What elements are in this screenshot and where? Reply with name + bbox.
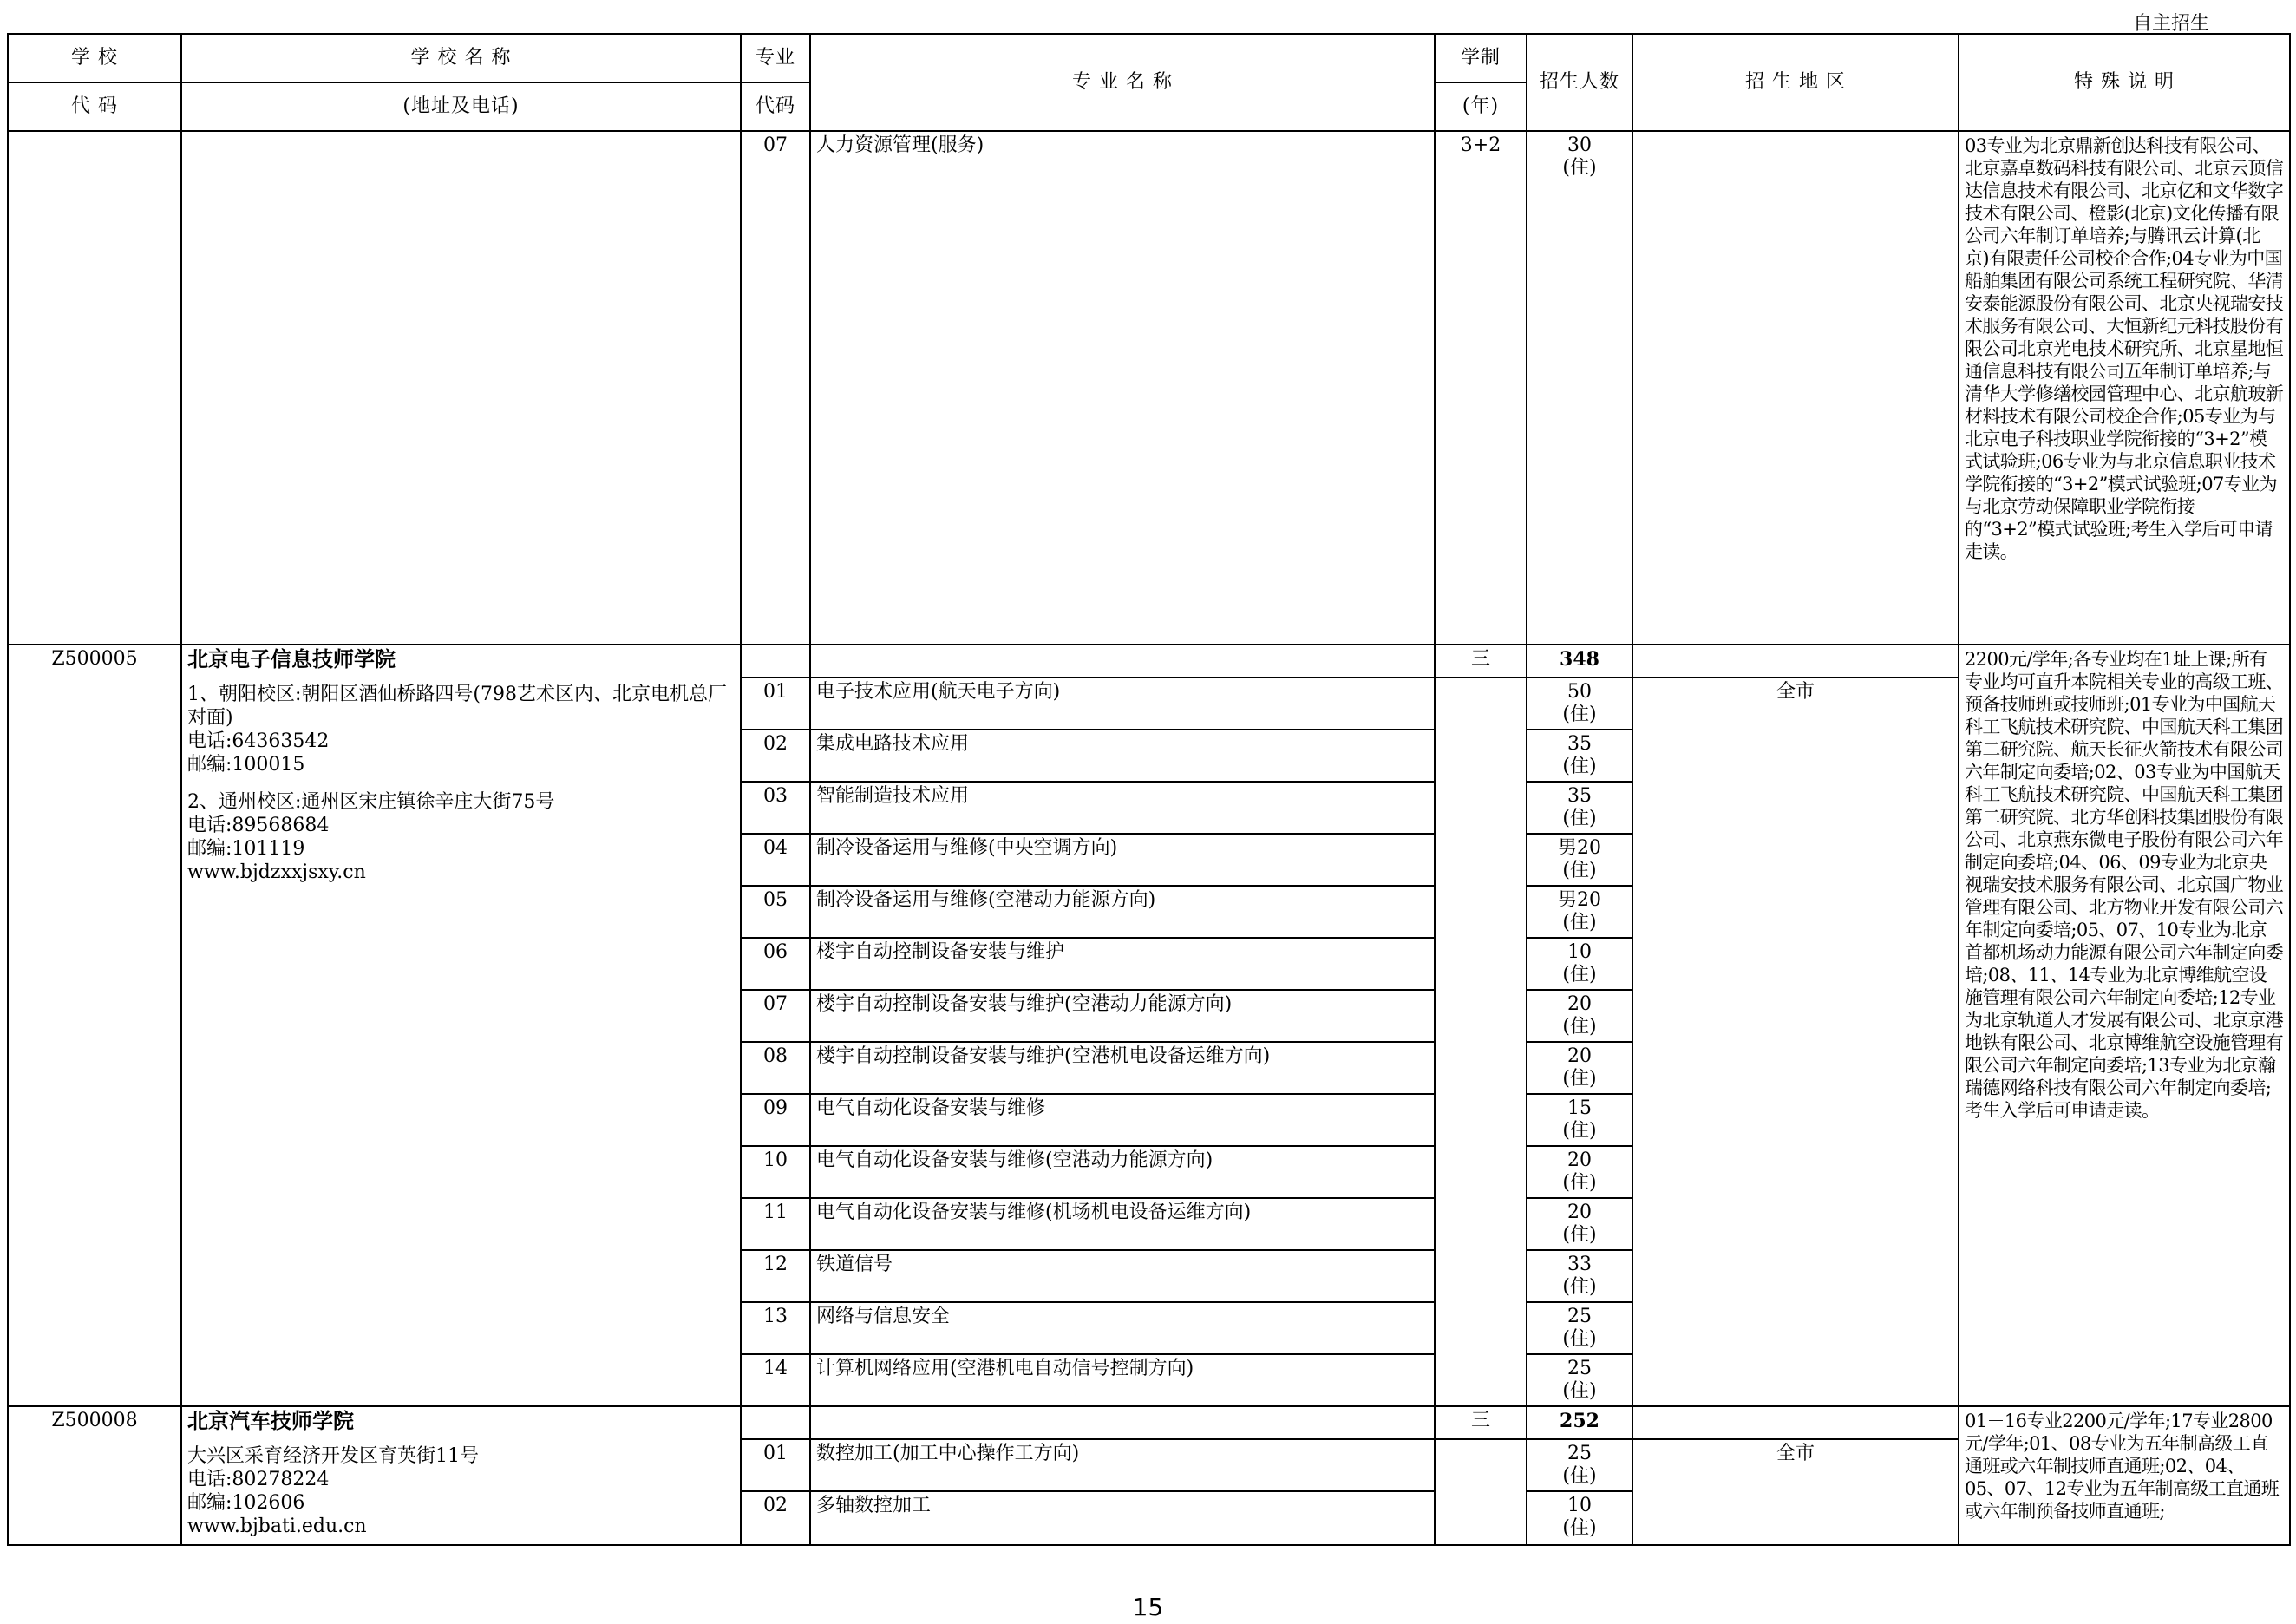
quota	[1527, 131, 1632, 645]
quota	[1527, 782, 1632, 834]
major-code: 01	[741, 678, 810, 730]
school-code-cell	[8, 131, 181, 645]
major-name: 制冷设备运用与维修(中央空调方向)	[810, 834, 1435, 886]
quota-value: 25	[1567, 1443, 1592, 1464]
total-enrollment: 348	[1527, 645, 1632, 678]
quota	[1527, 990, 1632, 1042]
admissions-table	[7, 33, 2291, 1546]
quota	[1527, 1094, 1632, 1146]
quota	[1527, 834, 1632, 886]
address: 大兴区采育经济开发区育英街11号	[187, 1445, 479, 1467]
quota	[1527, 1439, 1632, 1491]
quota-value: 男20	[1558, 837, 1601, 859]
postcode: 邮编:101119	[187, 838, 305, 860]
phone: 电话:80278224	[187, 1469, 330, 1490]
major-name: 数控加工(加工中心操作工方向)	[810, 1439, 1435, 1491]
quota-value: 30	[1567, 134, 1592, 156]
major-name: 电气自动化设备安装与维修(空港动力能源方向)	[810, 1146, 1435, 1198]
major-code: 06	[741, 938, 810, 990]
header-school-name-2: (地址及电话)	[181, 82, 741, 131]
years-cell	[1435, 1439, 1527, 1545]
major-name: 人力资源管理(服务)	[810, 131, 1435, 645]
header-major-code-2: 代码	[741, 82, 810, 131]
quota-value: 10	[1567, 941, 1592, 963]
quota-value: 25	[1567, 1306, 1592, 1327]
corner-tag: 自主招生	[2132, 13, 2209, 35]
major-name: 楼宇自动控制设备安装与维护(空港机电设备运维方向)	[810, 1042, 1435, 1094]
boarding-label: (住)	[1562, 1465, 1597, 1487]
major-code: 10	[741, 1146, 810, 1198]
phone: 电话:89568684	[187, 815, 330, 836]
quota-value: 20	[1567, 993, 1592, 1015]
quota-value: 20	[1567, 1149, 1592, 1171]
major-code: 09	[741, 1094, 810, 1146]
school-name: 北京汽车技师学院	[187, 1408, 354, 1433]
boarding-label: (住)	[1562, 1517, 1597, 1539]
major-code: 02	[741, 730, 810, 782]
postcode: 邮编:102606	[187, 1492, 305, 1514]
boarding-label: (住)	[1562, 756, 1597, 777]
quota-value: 35	[1567, 733, 1592, 755]
quota	[1527, 1146, 1632, 1198]
boarding-label: (住)	[1562, 1380, 1597, 1402]
major-code: 04	[741, 834, 810, 886]
header-region: 招 生 地 区	[1632, 34, 1959, 131]
quota	[1527, 1250, 1632, 1302]
website: www.bjdzxxjsxy.cn	[187, 861, 366, 883]
header-enrollment: 招生人数	[1527, 34, 1632, 131]
website: www.bjbati.edu.cn	[187, 1516, 367, 1537]
quota	[1527, 678, 1632, 730]
campus-address: 1、朝阳校区:朝阳区酒仙桥路四号(798艺术区内、北京电机总厂对面)	[187, 684, 727, 729]
years: 3+2	[1435, 131, 1527, 645]
phone: 电话:64363542	[187, 730, 330, 752]
major-name: 电气自动化设备安装与维修	[810, 1094, 1435, 1146]
school-summary-row	[8, 645, 2290, 678]
major-code-cell	[741, 1406, 810, 1439]
boarding-label: (住)	[1562, 1328, 1597, 1350]
enrollment-region: 全市	[1632, 678, 1959, 1406]
total-enrollment: 252	[1527, 1406, 1632, 1439]
enrollment-region: 全市	[1632, 1439, 1959, 1545]
quota-value: 10	[1567, 1495, 1592, 1516]
boarding-label: (住)	[1562, 1276, 1597, 1298]
quota-value: 男20	[1558, 889, 1601, 911]
quota-value: 33	[1567, 1254, 1592, 1275]
quota-value: 35	[1567, 785, 1592, 807]
quota-value: 20	[1567, 1045, 1592, 1067]
boarding-label: (住)	[1562, 808, 1597, 829]
quota-value: 15	[1567, 1097, 1592, 1119]
major-name: 铁道信号	[810, 1250, 1435, 1302]
major-name: 网络与信息安全	[810, 1302, 1435, 1354]
years-cell	[1435, 678, 1527, 1406]
boarding-label: (住)	[1562, 1224, 1597, 1246]
boarding-label: (住)	[1562, 1016, 1597, 1038]
major-code: 01	[741, 1439, 810, 1491]
school-info	[181, 645, 741, 1406]
boarding-label: (住)	[1562, 912, 1597, 933]
region-cell	[1632, 645, 1959, 678]
major-code: 14	[741, 1354, 810, 1406]
header-major-code-1: 专业	[741, 34, 810, 82]
header-school-name-1: 学 校 名 称	[181, 34, 741, 82]
major-code: 08	[741, 1042, 810, 1094]
school-code: Z500005	[8, 645, 181, 1406]
campus-address: 2、通州校区:通州区宋庄镇徐辛庄大街75号	[187, 791, 555, 813]
quota	[1527, 1042, 1632, 1094]
boarding-label: (住)	[1562, 1068, 1597, 1090]
header-school-code-2: 代 码	[8, 82, 181, 131]
major-name: 制冷设备运用与维修(空港动力能源方向)	[810, 886, 1435, 938]
header-major-name: 专 业 名 称	[810, 34, 1435, 131]
major-code: 03	[741, 782, 810, 834]
years: 三	[1435, 645, 1527, 678]
major-name: 计算机网络应用(空港机电自动信号控制方向)	[810, 1354, 1435, 1406]
header-notes: 特 殊 说 明	[1959, 34, 2290, 131]
school-summary-row	[8, 1406, 2290, 1439]
quota	[1527, 730, 1632, 782]
postcode: 邮编:100015	[187, 754, 305, 776]
major-name: 楼宇自动控制设备安装与维护(空港动力能源方向)	[810, 990, 1435, 1042]
region-cell	[1632, 131, 1959, 645]
major-name: 智能制造技术应用	[810, 782, 1435, 834]
table-row	[8, 131, 2290, 645]
major-code: 02	[741, 1491, 810, 1545]
boarding-label: (住)	[1562, 157, 1597, 179]
major-name: 电子技术应用(航天电子方向)	[810, 678, 1435, 730]
school-code: Z500008	[8, 1406, 181, 1545]
special-notes: 01－16专业2200元/学年;17专业2800元/学年;01、08专业为五年制高级工直通班或六年制技师直通班;02、04、05、07、12专业为五年制高级工直通班或六年制预备技师直通班;	[1959, 1406, 2290, 1545]
major-name: 集成电路技术应用	[810, 730, 1435, 782]
school-info	[181, 1406, 741, 1545]
boarding-label: (住)	[1562, 860, 1597, 881]
major-name-cell	[810, 1406, 1435, 1439]
major-name: 多轴数控加工	[810, 1491, 1435, 1545]
header-years-1: 学制	[1435, 34, 1527, 82]
school-name: 北京电子信息技师学院	[187, 646, 396, 671]
quota-value: 25	[1567, 1358, 1592, 1379]
major-code: 13	[741, 1302, 810, 1354]
header-row	[8, 34, 2290, 82]
boarding-label: (住)	[1562, 704, 1597, 725]
school-info-cell	[181, 131, 741, 645]
quota	[1527, 886, 1632, 938]
quota	[1527, 1198, 1632, 1250]
special-notes: 2200元/学年;各专业均在1址上课;所有专业均可直升本院相关专业的高级工班、预备技师班或技师班;01专业为中国航天科工飞航技术研究院、中国航天科工集团第二研究院、航天长征火箭技术有限公司六年制定向委培;02、03专业为中国航天科工飞航技术研究院、中国航天科工集团第二研究院、北方华创科技集团股份有限公司、北京燕东微电子股份有限公司六年制定向委培;04、06、09专业为北京央视瑞安技术服务有限公司、北京国广物业管理有限公司、北方物业开发有限公司六年制定向委培;05、07、10专业为北京首都机场动力能源有限公司六年制定向委培;08、11、14专业为北京博维航空设施管理有限公司六年制定向委培;12专业为北京轨道人才发展有限公司、北京京港地铁有限公司、北京博维航空设施管理有限公司六年制定向委培;13专业为北京瀚瑞德网络科技有限公司六年制定向委培;考生入学后可申请走读。	[1959, 645, 2290, 1406]
header-years-2: (年)	[1435, 82, 1527, 131]
boarding-label: (住)	[1562, 964, 1597, 986]
quota-value: 20	[1567, 1202, 1592, 1223]
years: 三	[1435, 1406, 1527, 1439]
major-code: 07	[741, 990, 810, 1042]
major-code: 07	[741, 131, 810, 645]
boarding-label: (住)	[1562, 1120, 1597, 1142]
quota	[1527, 1491, 1632, 1545]
major-name: 楼宇自动控制设备安装与维护	[810, 938, 1435, 990]
major-code: 05	[741, 886, 810, 938]
quota-value: 50	[1567, 681, 1592, 703]
header-school-code-1: 学 校	[8, 34, 181, 82]
quota	[1527, 1302, 1632, 1354]
boarding-label: (住)	[1562, 1172, 1597, 1194]
major-code-cell	[741, 645, 810, 678]
major-name-cell	[810, 645, 1435, 678]
region-cell	[1632, 1406, 1959, 1439]
major-name: 电气自动化设备安装与维修(机场机电设备运维方向)	[810, 1198, 1435, 1250]
major-code: 11	[741, 1198, 810, 1250]
quota	[1527, 938, 1632, 990]
special-notes: 03专业为北京鼎新创达科技有限公司、北京嘉卓数码科技有限公司、北京云顶信达信息技术有限公司、北京亿和文华数字技术有限公司、橙影(北京)文化传播有限公司六年制订单培养;与腾讯云计算(北京)有限责任公司校企合作;04专业为中国船舶集团有限公司系统工程研究院、华清安泰能源股份有限公司、北京央视瑞安技术服务有限公司、大恒新纪元科技股份有限公司北京光电技术研究所、北京星地恒通信息科技有限公司五年制订单培养;与清华大学修缮校园管理中心、北京航玻新材料技术有限公司校企合作;05专业为与北京电子科技职业学院衔接的“3+2”模式试验班;06专业为与北京信息职业技术学院衔接的“3+2”模式试验班;07专业为与北京劳动保障职业学院衔接的“3+2”模式试验班;考生入学后可申请走读。	[1959, 131, 2290, 645]
major-code: 12	[741, 1250, 810, 1302]
quota	[1527, 1354, 1632, 1406]
page-number: 15	[1132, 1593, 1164, 1621]
